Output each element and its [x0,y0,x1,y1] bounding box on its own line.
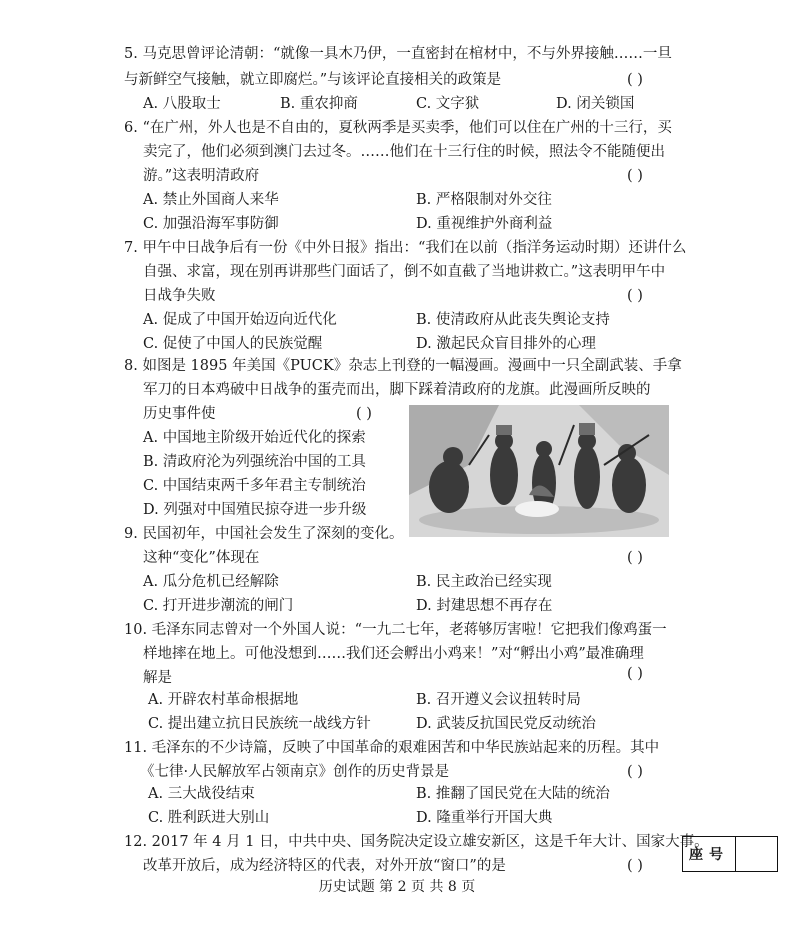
q12-stem-line2: 改革开放后，成为经济特区的代表，对外开放“窗口”的是 [143,858,506,874]
q6-answer-paren: ( ) [627,168,643,184]
q10-option-b: B. 召开遵义会议扭转时局 [416,692,581,708]
q10-option-c: C. 提出建立抗日民族统一战线方针 [148,716,371,732]
page-footer: 历史试题 第 2 页 共 8 页 [318,879,476,895]
q5-option-d: D. 闭关锁国 [556,96,635,112]
q9-option-c: C. 打开进步潮流的闸门 [143,598,294,614]
q12-stem-line1: 12. 2017 年 4 月 1 日，中共中央、国务院决定设立雄安新区，这是千年大计、国家大事。 [124,834,709,850]
q11-option-a: A. 三大战役结束 [148,786,255,802]
puck-cartoon-image [409,405,669,537]
q11-option-b: B. 推翻了国民党在大陆的统治 [416,786,610,802]
q11-answer-paren: ( ) [627,764,643,780]
q7-stem-line1: 7. 甲午中日战争后有一份《中外日报》指出：“我们在以前（指洋务运动时期）还讲什么 [124,240,687,256]
q11-stem-line1: 11. 毛泽东的不少诗篇，反映了中国革命的艰难困苦和中华民族站起来的历程。其中 [124,740,660,756]
q11-stem-line2: 《七律·人民解放军占领南京》创作的历史背景是 [140,764,450,780]
q5-option-c: C. 文字狱 [416,96,480,112]
q8-option-a: A. 中国地主阶级开始近代化的探索 [143,430,366,446]
q5-stem-line2: 与新鲜空气接触，就立即腐烂。”与该评论直接相关的政策是 [124,72,502,88]
q8-option-b: B. 清政府沦为列强统治中国的工具 [143,454,366,470]
q8-option-d: D. 列强对中国殖民掠夺进一步升级 [143,502,367,518]
q7-option-a: A. 促成了中国开始迈向近代化 [143,312,337,328]
q5-option-b: B. 重农抑商 [280,96,358,112]
q11-option-d: D. 隆重举行开国大典 [416,810,553,826]
q10-stem-line3: 解是 [143,670,172,686]
q6-option-d: D. 重视维护外商利益 [416,216,553,232]
q9-stem-line2: 这种“变化”体现在 [143,550,260,566]
q6-option-c: C. 加强沿海军事防御 [143,216,279,232]
q9-option-a: A. 瓜分危机已经解除 [143,574,279,590]
seat-number-field[interactable] [736,837,777,871]
q8-answer-paren: ( ) [356,406,372,422]
q11-option-c: C. 胜利跃进大别山 [148,810,270,826]
seat-number-box [682,836,778,872]
q10-option-a: A. 开辟农村革命根据地 [148,692,299,708]
seat-number-label: 座号 [683,837,736,871]
q8-option-c: C. 中国结束两千多年君主专制统治 [143,478,366,494]
q12-answer-paren: ( ) [627,858,643,874]
q5-stem-line1: 5. 马克思曾评论清朝：“就像一具木乃伊，一直密封在棺材中，不与外界接触……一旦 [124,46,672,62]
q9-option-d: D. 封建思想不再存在 [416,598,553,614]
q7-stem-line3: 日战争失败 [143,288,216,304]
q7-option-d: D. 激起民众盲目排外的心理 [416,336,596,352]
q6-stem-line1: 6. “在广州，外人也是不自由的，夏秋两季是买卖季，他们可以住在广州的十三行，买 [124,120,672,136]
q10-stem-line1: 10. 毛泽东同志曾对一个外国人说：“一九二七年，老蒋够厉害啦！它把我们像鸡蛋一 [124,622,667,638]
q7-option-c: C. 促使了中国人的民族觉醒 [143,336,323,352]
q8-stem-line1: 8. 如图是 1895 年美国《PUCK》杂志上刊登的一幅漫画。漫画中一只全副武装、手拿 [124,358,682,374]
q9-option-b: B. 民主政治已经实现 [416,574,552,590]
q7-option-b: B. 使清政府从此丧失舆论支持 [416,312,610,328]
q10-answer-paren: ( ) [627,666,643,682]
q6-stem-line3: 游。”这表明清政府 [143,168,260,184]
q10-stem-line2: 样地摔在地上。可他没想到……我们还会孵出小鸡来！”对“孵出小鸡”最准确理 [143,646,644,662]
q9-answer-paren: ( ) [627,550,643,566]
q5-answer-paren: ( ) [627,72,643,88]
q7-stem-line2: 自强、求富，现在别再讲那些门面话了，倒不如直截了当地讲救亡。”这表明甲午中 [143,264,666,280]
q7-answer-paren: ( ) [627,288,643,304]
q6-stem-line2: 卖完了，他们必须到澳门去过冬。……他们在十三行住的时候，照法令不能随便出 [143,144,665,160]
q9-stem-line1: 9. 民国初年，中国社会发生了深刻的变化。 [124,526,404,542]
q5-option-a: A. 八股取士 [143,96,221,112]
q8-stem-line3: 历史事件使 [143,406,216,422]
q8-stem-line2: 军刀的日本鸡破中日战争的蛋壳而出，脚下踩着清政府的龙旗。此漫画所反映的 [143,382,651,398]
q10-option-d: D. 武装反抗国民党反动统治 [416,716,596,732]
q6-option-b: B. 严格限制对外交往 [416,192,552,208]
cartoon-illustration [409,405,669,537]
q6-option-a: A. 禁止外国商人来华 [143,192,279,208]
